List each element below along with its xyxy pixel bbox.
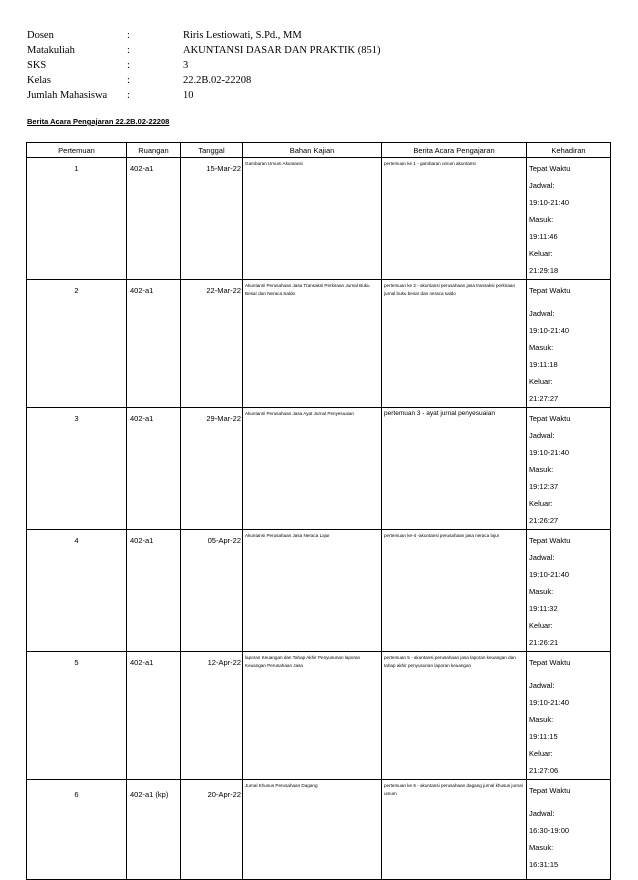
cell-tanggal: 05-Apr-22	[181, 530, 243, 652]
cell-kehadiran	[527, 408, 611, 530]
check-out-time: 21:26:27	[529, 516, 559, 525]
cell-bahan-kajian: Gambaran Umum Akuntansi	[243, 158, 382, 280]
table-row	[27, 530, 611, 652]
cell-ruangan: 402-a1	[127, 530, 181, 652]
cell-pertemuan: 2	[27, 280, 127, 408]
check-out-label: Keluar:	[529, 377, 553, 386]
attendance-status: Tepat Waktu	[529, 164, 571, 173]
header-row-kelas	[27, 73, 381, 88]
cell-pertemuan: 6	[27, 780, 127, 880]
attendance-status: Tepat Waktu	[529, 536, 571, 545]
schedule-time: 19:10-21:40	[529, 326, 570, 335]
header-value: 10	[183, 90, 194, 101]
cell-pertemuan: 4	[27, 530, 127, 652]
check-out-label: Keluar:	[529, 749, 553, 758]
schedule-time: 19:10-21:40	[529, 198, 570, 207]
header-value: 22.2B.02-22208	[183, 75, 252, 86]
cell-kehadiran	[527, 530, 611, 652]
schedule-label: Jadwal:	[529, 553, 555, 562]
check-in-label: Masuk:	[529, 215, 554, 224]
cell-tanggal: 20-Apr-22	[181, 780, 243, 880]
cell-berita-acara: pertemuan ke-4 -akuntansi perusahaan jasa neraca lajur	[382, 530, 527, 652]
check-out-time: 21:29:18	[529, 266, 559, 275]
cell-tanggal: 15-Mar-22	[181, 158, 243, 280]
cell-kehadiran	[527, 780, 611, 880]
table-row	[27, 158, 611, 280]
check-out-label: Keluar:	[529, 621, 553, 630]
header-sep: :	[127, 45, 130, 56]
check-out-label: Keluar:	[529, 249, 553, 258]
schedule-time: 19:10-21:40	[529, 698, 570, 707]
cell-kehadiran	[527, 652, 611, 780]
cell-pertemuan: 1	[27, 158, 127, 280]
cell-pertemuan: 3	[27, 408, 127, 530]
check-in-time: 16:31:15	[529, 860, 559, 869]
cell-pertemuan: 5	[27, 652, 127, 780]
cell-bahan-kajian: Jurnal Khusus Perusahaan Dagang	[243, 780, 382, 880]
header-row-dosen	[27, 28, 381, 43]
cell-berita-acara: pertemuan ke 1 - gambaran umum akuntansi	[382, 158, 527, 280]
header-label: Matakuliah	[27, 45, 75, 56]
check-out-label: Keluar:	[529, 499, 553, 508]
check-in-time: 19:11:15	[529, 732, 558, 741]
cell-ruangan: 402-a1 (kp)	[127, 780, 181, 880]
header-sep: :	[127, 75, 130, 86]
header-label: Dosen	[27, 30, 54, 41]
check-in-label: Masuk:	[529, 587, 554, 596]
course-header	[27, 28, 381, 103]
section-title: Berita Acara Pengajaran 22.2B.02-22208	[27, 117, 170, 126]
schedule-time: 19:10-21:40	[529, 570, 570, 579]
header-row-jumlah-mahasiswa	[27, 88, 381, 103]
table-header-row	[27, 143, 611, 158]
attendance-status: Tepat Waktu	[529, 658, 571, 667]
column-header-kehadiran: Kehadiran	[527, 143, 611, 158]
schedule-label: Jadwal:	[529, 681, 555, 690]
cell-kehadiran	[527, 158, 611, 280]
schedule-label: Jadwal:	[529, 431, 555, 440]
cell-bahan-kajian: Akuntansi Perusahaan Jasa Ayat Jurnal Penyesuaian	[243, 408, 382, 530]
table-row	[27, 280, 611, 408]
cell-berita-acara: pertemuan ke 6 - akuntansi perusahaan dagang jurnal khusus jurnal umum	[382, 780, 527, 880]
check-in-time: 19:11:18	[529, 360, 558, 369]
cell-bahan-kajian: laporan Keuangan dan Tahap Akhir Penyusunan laporan Keuangan Perusahaan Jasa	[243, 652, 382, 780]
cell-kehadiran	[527, 280, 611, 408]
schedule-label: Jadwal:	[529, 809, 555, 818]
attendance-status: Tepat Waktu	[529, 414, 571, 423]
header-value: 3	[183, 60, 189, 71]
check-in-time: 19:11:32	[529, 604, 558, 613]
schedule-time: 19:10-21:40	[529, 448, 570, 457]
check-in-label: Masuk:	[529, 465, 554, 474]
cell-berita-acara: pertemuan 5 - akuntansi perusahaan jasa laporan keuangan dan tahap akhir penyusunan laporan keuangan	[382, 652, 527, 780]
check-out-time: 21:27:27	[529, 394, 559, 403]
header-sep: :	[127, 60, 130, 71]
table-row	[27, 652, 611, 780]
cell-bahan-kajian: Akuntansi Perusahaan Jasa Transaksi Perkiraan Jurnal Buku Besar dan Neraca Saldo	[243, 280, 382, 408]
check-out-time: 21:27:06	[529, 766, 559, 775]
attendance-status: Tepat Waktu	[529, 786, 571, 795]
cell-ruangan: 402-a1	[127, 652, 181, 780]
header-sep: :	[127, 90, 130, 101]
cell-ruangan: 402-a1	[127, 158, 181, 280]
header-value: AKUNTANSI DASAR DAN PRAKTIK (851)	[183, 45, 381, 56]
teaching-report-table	[26, 142, 611, 880]
header-row-matakuliah	[27, 43, 381, 58]
header-row-sks	[27, 58, 381, 73]
header-value: Riris Lestiowati, S.Pd., MM	[183, 30, 302, 41]
check-in-label: Masuk:	[529, 843, 554, 852]
check-in-time: 19:12:37	[529, 482, 559, 491]
header-label: Kelas	[27, 75, 51, 86]
cell-tanggal: 12-Apr-22	[181, 652, 243, 780]
cell-ruangan: 402-a1	[127, 408, 181, 530]
check-in-label: Masuk:	[529, 715, 554, 724]
cell-berita-acara: pertemuan ke 2 - akuntansi perusahaan jasa transaksi perkiraan jurnal buku besar dan neraca saldo	[382, 280, 527, 408]
column-header-tanggal: Tanggal	[181, 143, 243, 158]
column-header-pertemuan: Pertemuan	[27, 143, 127, 158]
check-in-label: Masuk:	[529, 343, 554, 352]
column-header-ruangan: Ruangan	[127, 143, 181, 158]
header-label: SKS	[27, 60, 47, 71]
schedule-label: Jadwal:	[529, 309, 555, 318]
attendance-status: Tepat Waktu	[529, 286, 571, 295]
column-header-bahan-kajian: Bahan Kajian	[243, 143, 382, 158]
cell-tanggal: 29-Mar-22	[181, 408, 243, 530]
table-row	[27, 780, 611, 880]
cell-ruangan: 402-a1	[127, 280, 181, 408]
header-sep: :	[127, 30, 130, 41]
schedule-label: Jadwal:	[529, 181, 555, 190]
header-label: Jumlah Mahasiswa	[27, 90, 108, 101]
cell-bahan-kajian: Akuntansi Perusahaan Jasa Neraca Lajur	[243, 530, 382, 652]
schedule-time: 16:30-19:00	[529, 826, 570, 835]
check-out-time: 21:26:21	[529, 638, 559, 647]
check-in-time: 19:11:46	[529, 232, 558, 241]
cell-berita-acara: pertemuan 3 - ayat jurnal penyesuaian	[382, 408, 527, 530]
table-row	[27, 408, 611, 530]
cell-tanggal: 22-Mar-22	[181, 280, 243, 408]
column-header-berita-acara: Berita Acara Pengajaran	[382, 143, 527, 158]
